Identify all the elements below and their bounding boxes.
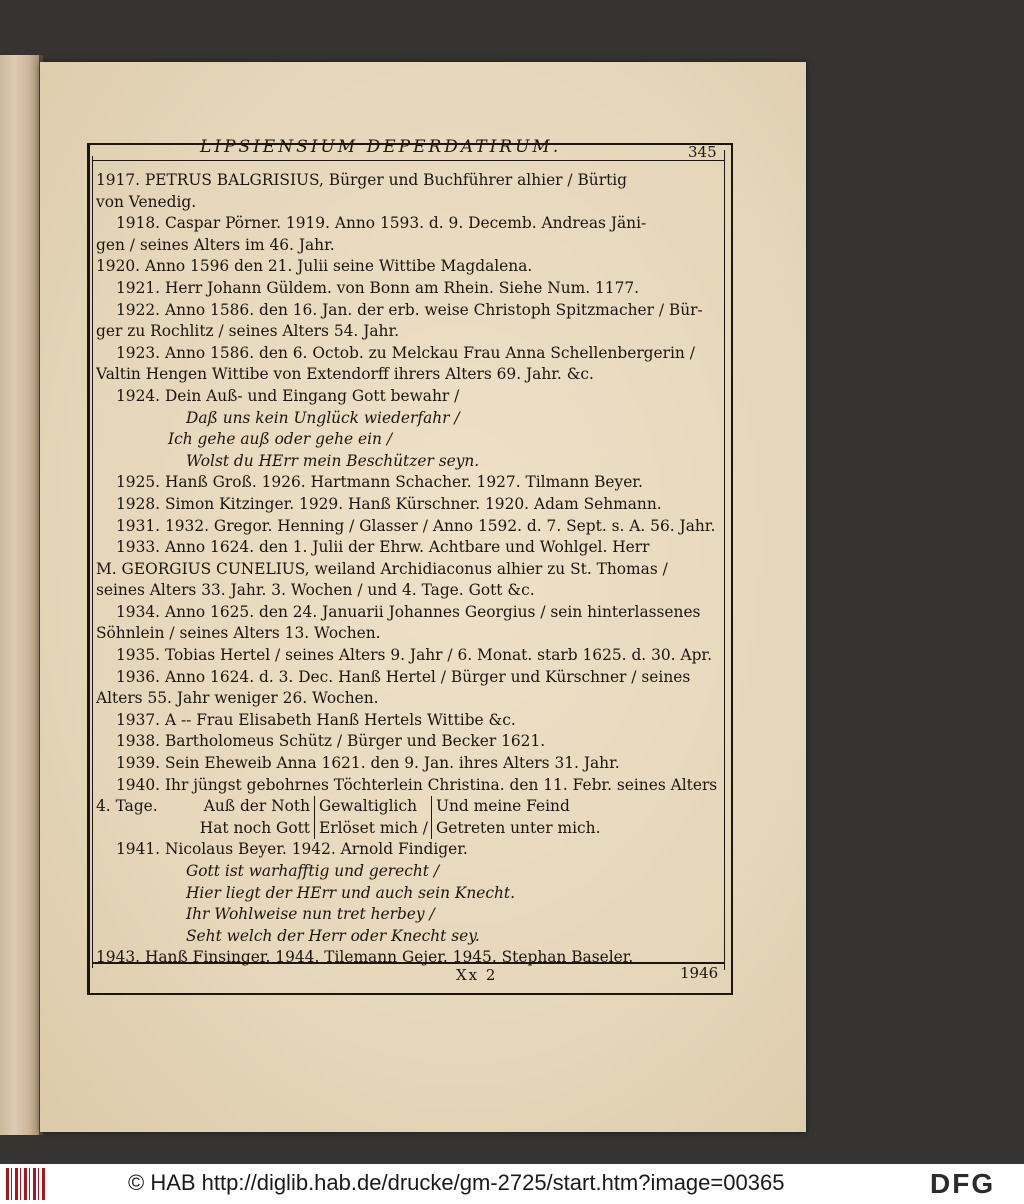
dfg-logo: DFG [930,1168,996,1199]
text-line: 1937. A -- Frau Elisabeth Hanß Hertels Wittibe &c. [116,710,516,729]
text-line: ger zu Rochlitz / seines Alters 54. Jahr. [96,322,400,341]
text-line: von Venedig. [96,192,197,211]
text-line: seines Alters 33. Jahr. 3. Wochen / und 4. Tage. Gott &c. [96,581,535,600]
text-line: 1928. Simon Kitzinger. 1929. Hanß Kürschner. 1920. Adam Sehmann. [116,494,662,513]
text-line: 1920. Anno 1596 den 21. Julii seine Wittibe Magdalena. [96,257,533,276]
text-line: Alters 55. Jahr weniger 26. Wochen. [96,689,379,708]
text-line: 1939. Sein Eheweib Anna 1621. den 9. Jan. ihres Alters 31. Jahr. [116,754,620,773]
text-line: 1934. Anno 1625. den 24. Januarii Johannes Georgius / sein hinterlassenes [116,602,701,621]
verse-cell: Gewaltiglich [315,796,432,818]
text-line: Valtin Hengen Wittibe von Extendorff ihrers Alters 69. Jahr. &c. [96,365,594,384]
text-line: 1922. Anno 1586. den 16. Jan. der erb. weise Christoph Spitzmacher / Bür- [116,300,703,319]
page-number: 345 [688,143,717,161]
head-rule [92,160,724,161]
text-line: Hier liegt der HErr und auch sein Knecht. [186,883,515,902]
entry-lines [96,170,722,796]
text-line: 1936. Anno 1624. d. 3. Dec. Hanß Hertel / Bürger und Kürschner / seines [116,667,691,686]
footer-bar [0,1164,1024,1204]
text-line: 1923. Anno 1586. den 6. Octob. zu Melckau Frau Anna Schellenbergerin / [116,343,695,362]
signature-mark: Xx 2 [456,966,498,984]
frame-right-rule [724,150,725,970]
text-line: Ich gehe auß oder gehe ein / [168,430,393,449]
verse-row [96,818,722,840]
text-line: 1931. 1932. Gregor. Henning / Glasser / Anno 1592. d. 7. Sept. s. A. 56. Jahr. [116,516,716,535]
verse-cell: Hat noch Gott [184,818,315,840]
text-line: 1935. Tobias Hertel / seines Alters 9. Jahr / 6. Monat. starb 1625. d. 30. Apr. [116,646,712,665]
text-line: 1933. Anno 1624. den 1. Julii der Ehrw. Achtbare und Wohlgel. Herr [116,538,650,557]
text-line: M. GEORGIUS CUNELIUS, weiland Archidiaconus alhier zu St. Thomas / [96,559,668,578]
verse-table [96,796,722,839]
verse-cell [96,818,184,840]
text-line: 1938. Bartholomeus Schütz / Bürger und Becker 1621. [116,732,546,751]
text-block [96,170,722,969]
text-line: Ihr Wohlweise nun tret herbey / [186,905,435,924]
text-line: Wolst du HErr mein Beschützer seyn. [186,451,480,470]
catchword: 1946 [680,964,719,982]
frame-inner-rule [92,156,93,968]
barcode-icon [6,1168,46,1200]
text-line: 1918. Caspar Pörner. 1919. Anno 1593. d. 9. Decemb. Andreas Jäni- [116,214,647,233]
text-line: 1940. Ihr jüngst gebohrnes Töchterlein Christina. den 11. Febr. seines Alters [116,775,718,794]
verse-cell: Erlöset mich / [315,818,432,840]
verse-cell: 4. Tage. [96,797,158,816]
text-line: Daß uns kein Unglück wiederfahr / [186,408,460,427]
verse-cell: Und meine Feind [436,797,570,816]
text-line: Gott ist warhafftig und gerecht / [186,862,440,880]
text-line: gen / seines Alters im 46. Jahr. [96,235,335,254]
verse-cell: Getreten unter mich. [436,818,601,837]
copyright-url[interactable]: © HAB http://diglib.hab.de/drucke/gm-2725/start.htm?image=00365 [128,1170,785,1195]
text-line: 1925. Hanß Groß. 1926. Hartmann Schacher. 1927. Tilmann Beyer. [116,473,643,492]
text-line: 1941. Nicolaus Beyer. 1942. Arnold Findiger. [116,840,468,859]
verse-row [96,796,722,818]
text-line: 1943. Hanß Finsinger. 1944. Tilemann Gejer. 1945. Stephan Baseler. [96,948,634,967]
text-line: 1924. Dein Auß- und Eingang Gott bewahr / [116,386,460,405]
verse-cell: Auß der Noth [184,796,315,818]
text-line: Söhnlein / seines Alters 13. Wochen. [96,624,381,643]
running-head: LIPSIENSIUM DEPERDATIRUM. [200,137,562,157]
text-line: Seht welch der Herr oder Knecht sey. [186,926,480,945]
entry-lines-after [96,839,722,969]
book-edge [0,55,40,1135]
text-line: 1917. PETRUS BALGRISIUS, Bürger und Buchführer alhier / Bürtig [96,171,628,189]
text-line: 1921. Herr Johann Güldem. von Bonn am Rhein. Siehe Num. 1177. [116,278,640,297]
